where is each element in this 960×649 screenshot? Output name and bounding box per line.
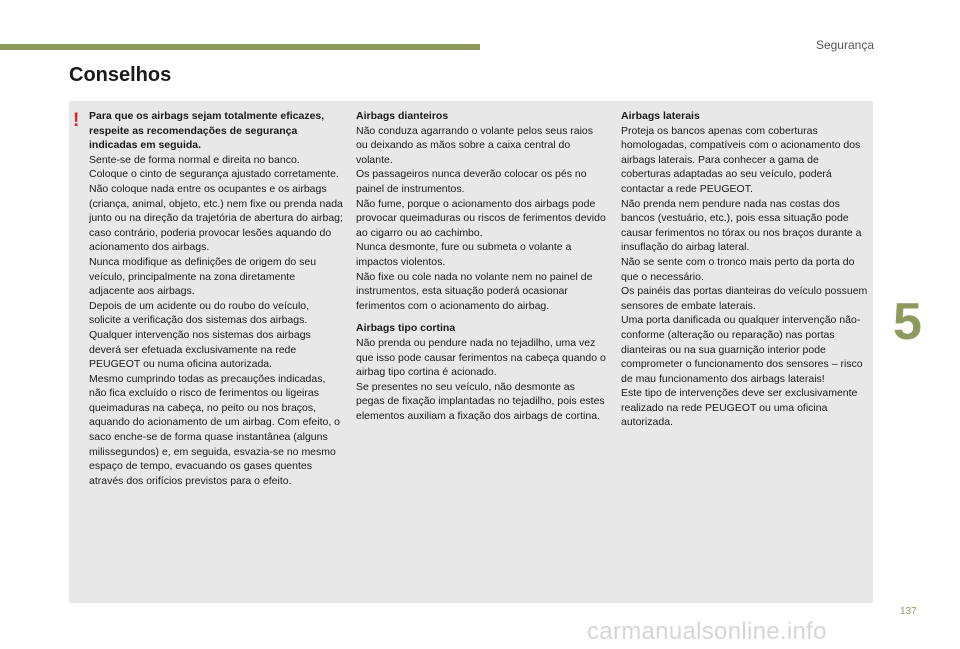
general-paragraph: Sente-se de forma normal e direita no banco. bbox=[89, 153, 300, 166]
section-title: Segurança bbox=[815, 38, 874, 52]
general-heading: Para que os airbags sejam totalmente eficazes, respeite as recomendações de segurança indicadas em seguida. bbox=[89, 110, 325, 152]
watermark: carmanualsonline.info bbox=[587, 618, 827, 645]
general-paragraph: Mesmo cumprindo todas as precauções indicadas, não fica excluído o risco de ferimentos ou ligeiras queimaduras na cabeça, no peito ou nos braços, aquando do acionamento de um airbag. Com efeito, o saco enche-se de forma quase instantânea (alguns milissegundos) e, em seguida, esvazia-se no mesmo espaço de tempo, evacuando os gases quentes através dos orifícios previstos para o efeito. bbox=[89, 372, 341, 487]
side-paragraph: Não prenda nem pendure nada nas costas dos bancos (vestuário, etc.), pois essa situação pode causar ferimentos no tórax ou nos braços durante a insuflação do airbag lateral. bbox=[621, 197, 862, 254]
front-airbags-heading: Airbags dianteiros bbox=[356, 110, 449, 122]
curtain-paragraph: Não prenda ou pendure nada no tejadilho, uma vez que isso pode causar ferimentos na cabeça quando o airbag tipo cortina é acionado. bbox=[356, 336, 606, 379]
front-paragraph: Não conduza agarrando o volante pelos seus raios ou deixando as mãos sobre a caixa central do volante. bbox=[356, 124, 593, 166]
page-title: Conselhos bbox=[69, 64, 172, 86]
side-paragraph: Uma porta danificada ou qualquer intervenção não-conforme (alteração ou reparação) nas portas dianteiras ou na sua guarnição interior pode comprometer o funcionamento dos sensores – risco de mau funcionamento dos airbags laterais! bbox=[621, 314, 863, 385]
side-paragraph: Proteja os bancos apenas com coberturas homologadas, compatíveis com o acionamento dos airbags laterais. Para conhecer a gama de coberturas adaptadas ao seu veículo, poderá contactar a rede PEUGEOT. bbox=[621, 124, 861, 195]
general-paragraph: Depois de um acidente ou do roubo do veículo, solicite a verificação dos sistemas dos airbags. bbox=[89, 299, 310, 327]
side-paragraph: Este tipo de intervenções deve ser exclusivamente realizado na rede PEUGEOT ou uma oficina autorizada. bbox=[621, 387, 858, 429]
front-paragraph: Nunca desmonte, fure ou submeta o volante a impactos violentos. bbox=[356, 241, 572, 268]
front-paragraph: Não fume, porque o acionamento dos airbags pode provocar queimaduras ou riscos de ferimentos devido ao cigarro ou ao cachimbo. bbox=[356, 197, 606, 239]
curtain-paragraph: Se presentes no seu veículo, não desmonte as pegas de fixação implantadas no tejadilho, pois estes elementos auxiliam a fixação dos airbags de cortina. bbox=[356, 380, 605, 422]
general-paragraph: Nunca modifique as definições de origem do seu veículo, principalmente na zona diretamente adjacente aos airbags. bbox=[89, 255, 317, 298]
curtain-airbags-heading: Airbags tipo cortina bbox=[356, 322, 456, 335]
general-paragraph: Qualquer intervenção nos sistemas dos airbags deverá ser efetuada exclusivamente na rede PEUGEOT ou numa oficina autorizada. bbox=[89, 328, 311, 371]
header-accent-bar bbox=[0, 44, 480, 50]
front-paragraph: Não fixe ou cole nada no volante nem no painel de instrumentos, esta situação poderá ocasionar ferimentos com o acionamento do airbag. bbox=[356, 270, 593, 312]
column-general bbox=[89, 109, 343, 488]
general-paragraph: Coloque o cinto de segurança ajustado corretamente. bbox=[89, 168, 339, 181]
warning-icon: ! bbox=[73, 110, 80, 131]
side-paragraph: Não se sente com o tronco mais perto da porta do que o necessário. bbox=[621, 255, 855, 283]
column-side bbox=[621, 109, 871, 430]
general-paragraph: Não coloque nada entre os ocupantes e os airbags (criança, animal, objeto, etc.) nem fixe ou prenda nada junto ou na direção da trajetória de abertura do airbag; caso contrário, poderia provocar lesões aquando do acionamento dos airbags. bbox=[89, 182, 343, 254]
chapter-number: 5 bbox=[893, 293, 922, 351]
front-paragraph: Os passageiros nunca deverão colocar os pés no painel de instrumentos. bbox=[356, 168, 587, 195]
side-airbags-heading: Airbags laterais bbox=[621, 110, 700, 122]
side-paragraph: Os painéis das portas dianteiras do veículo possuem sensores de embate laterais. bbox=[621, 285, 868, 312]
column-front-curtain bbox=[356, 109, 606, 423]
page-number: 137 bbox=[900, 606, 917, 617]
